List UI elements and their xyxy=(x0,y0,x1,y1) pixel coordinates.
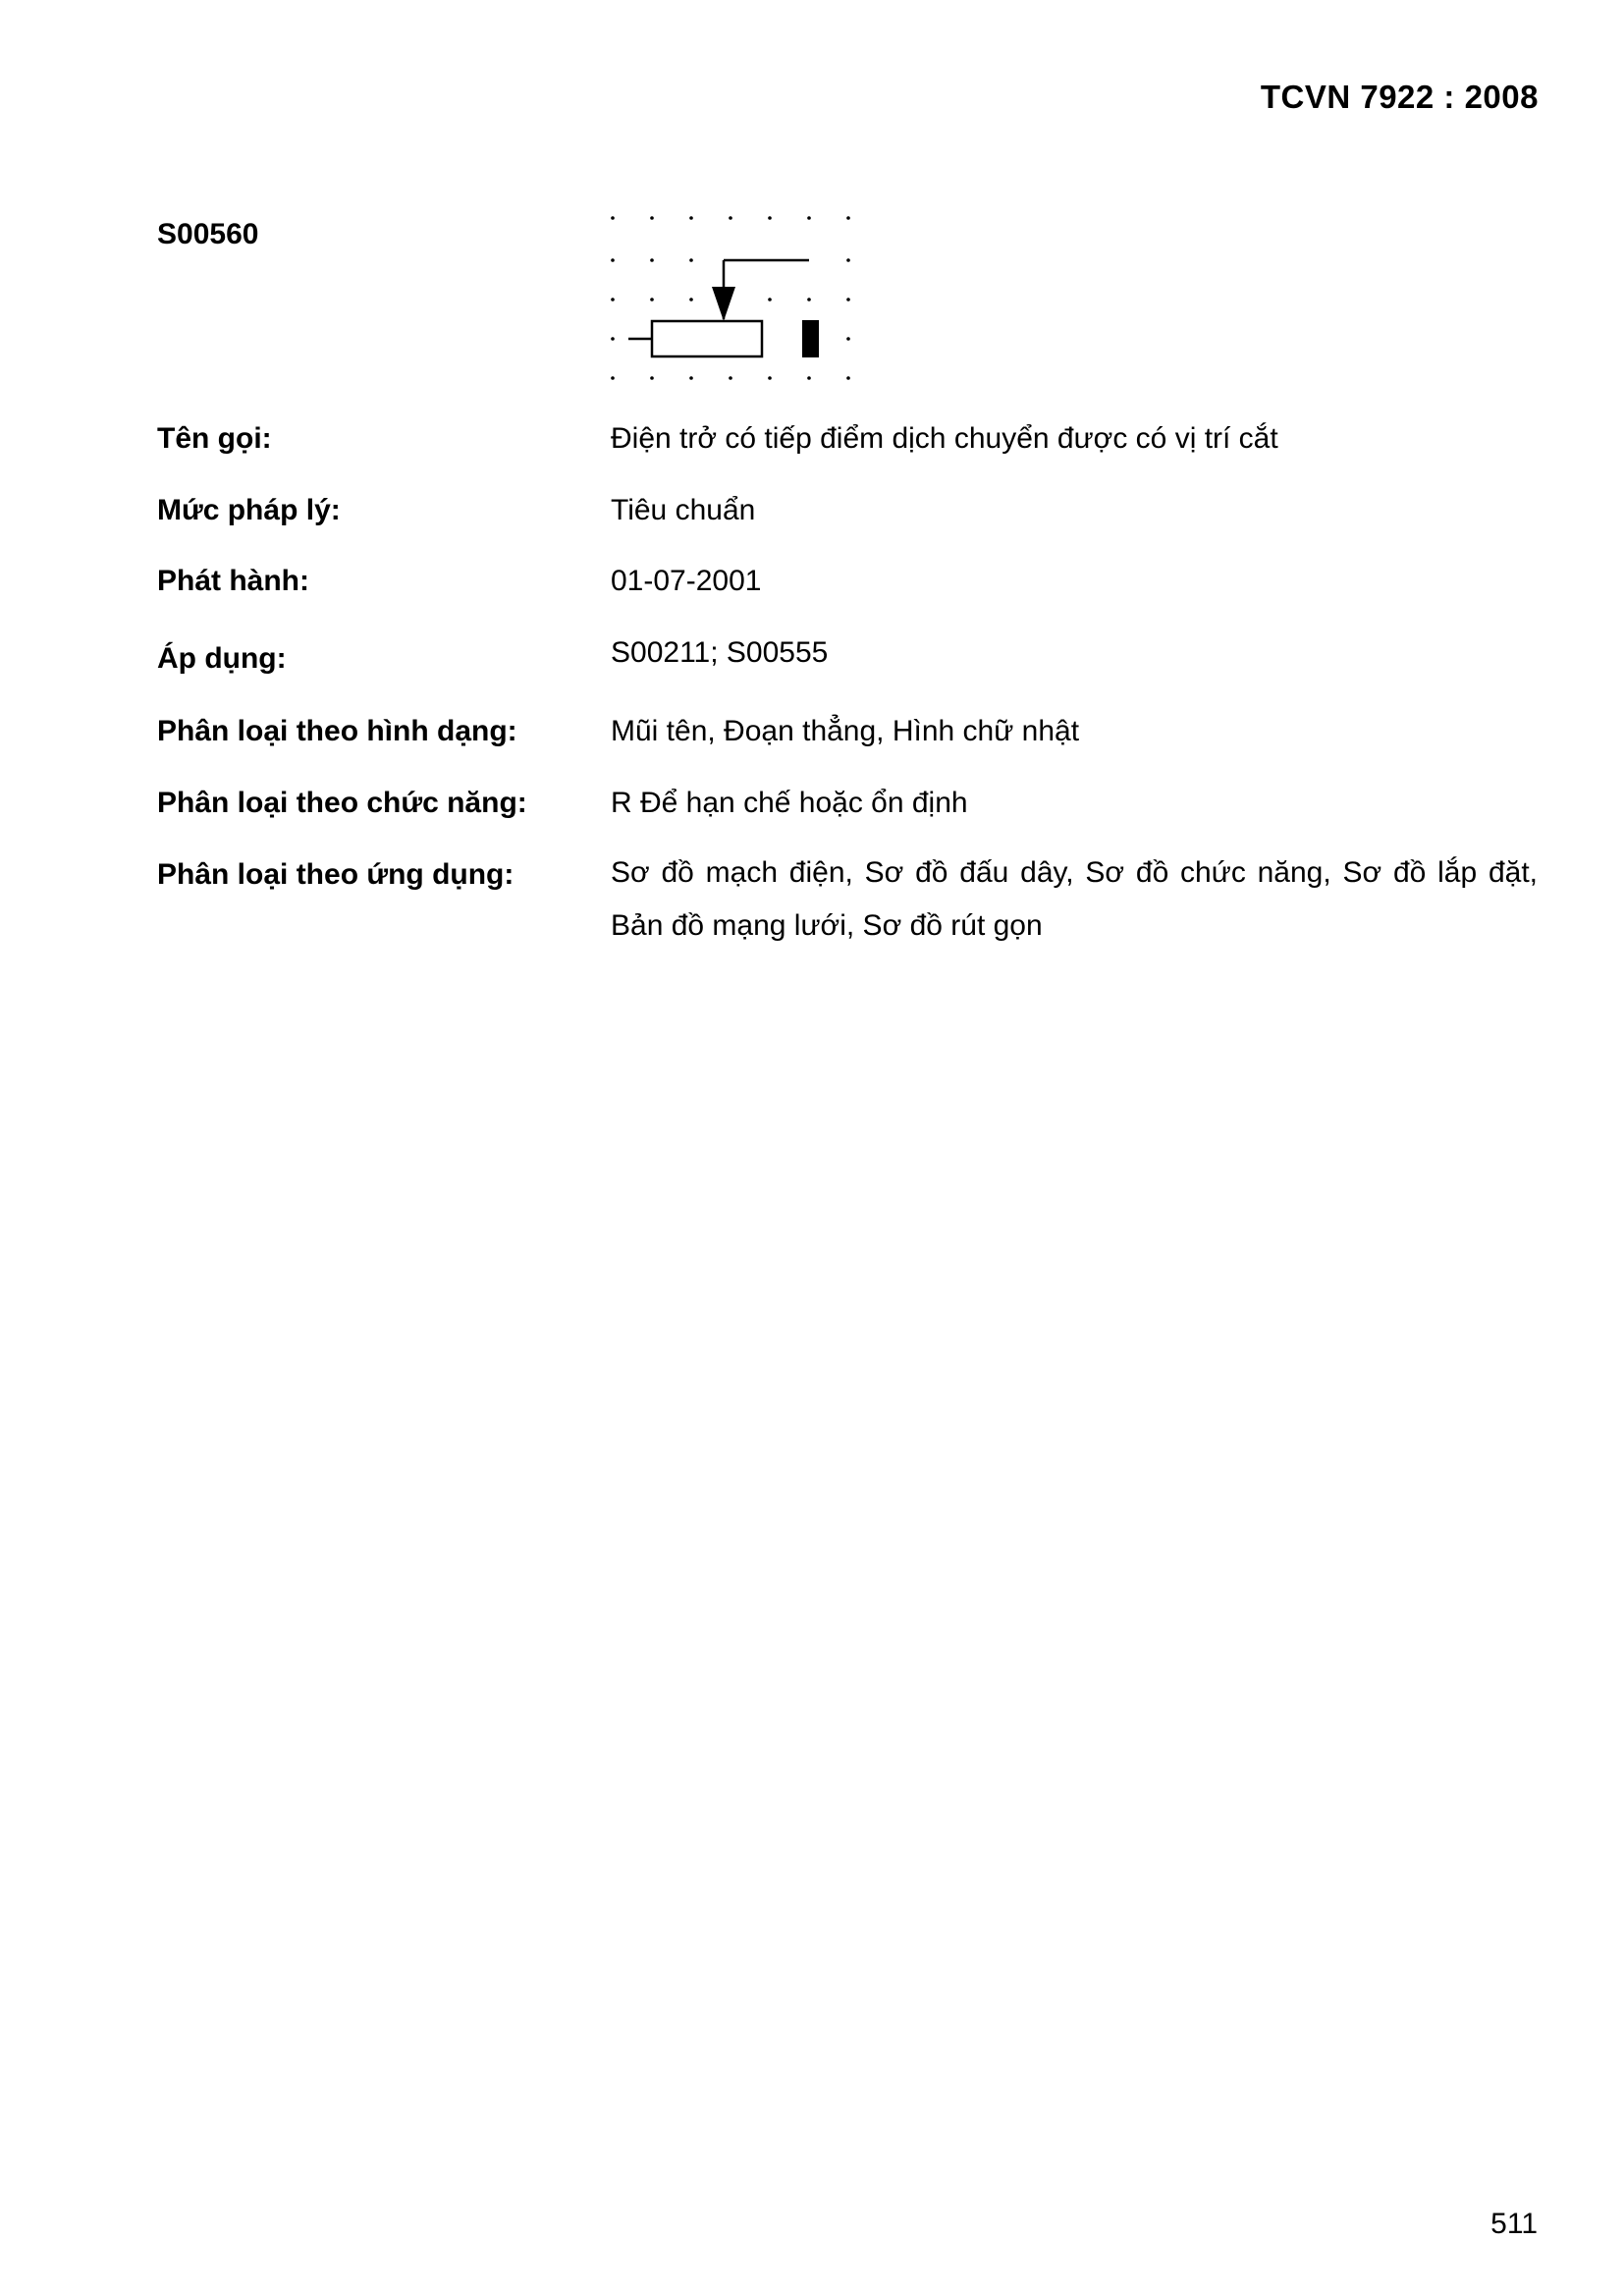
field-label: Tên gọi: xyxy=(157,422,272,455)
wiper-arrow xyxy=(712,287,735,321)
variable-resistor-symbol-icon xyxy=(599,203,874,390)
field-label: Mức pháp lý: xyxy=(157,494,341,526)
symbol-id: S00560 xyxy=(157,218,259,250)
field-value: Tiêu chuẩn xyxy=(611,494,756,526)
field-label: Phân loại theo ứng dụng: xyxy=(157,858,514,891)
field-value: Điện trở có tiếp điểm dịch chuyển được có vị trí cắt xyxy=(611,422,1278,455)
field-value: R Để hạn chế hoặc ổn định xyxy=(611,787,968,819)
field-label: Áp dụng: xyxy=(157,642,287,675)
off-position-block xyxy=(802,320,819,357)
page-number: 511 xyxy=(1490,2208,1538,2240)
field-label: Phân loại theo hình dạng: xyxy=(157,715,517,747)
field-value: S00211; S00555 xyxy=(611,636,829,669)
field-label: Phát hành: xyxy=(157,565,309,597)
standard-code: TCVN 7922 : 2008 xyxy=(1260,79,1539,115)
field-label: Phân loại theo chức năng: xyxy=(157,787,527,819)
field-value: Sơ đồ mạch điện, Sơ đồ đấu dây, Sơ đồ chức năng, Sơ đồ lắp đặt, Bản đồ mạng lưới, Sơ đồ rút gọn xyxy=(611,856,1538,942)
field-value: 01-07-2001 xyxy=(611,565,762,597)
field-value: Mũi tên, Đoạn thẳng, Hình chữ nhật xyxy=(611,715,1080,747)
resistor-graphic xyxy=(628,260,809,356)
